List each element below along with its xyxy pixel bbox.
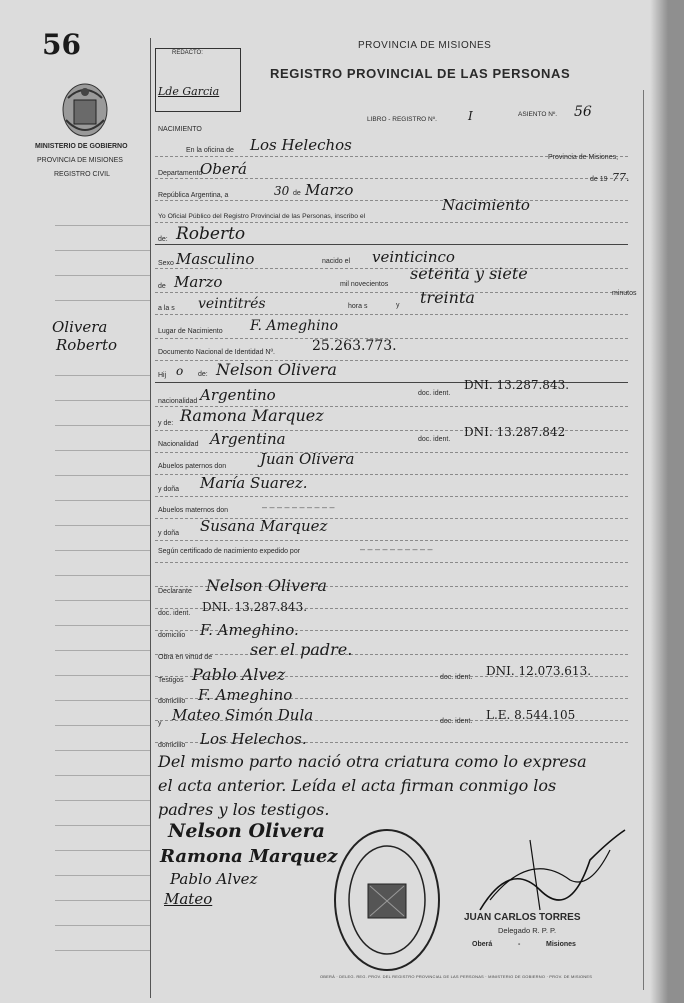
decl-doc-value: DNI. 13.287.843. [202, 600, 308, 614]
official-signature-icon [470, 820, 630, 920]
official-title: Delegado R. P. P. [498, 926, 557, 935]
alas-label: a la s [158, 305, 175, 312]
doc-madre-label: doc. ident. [418, 436, 451, 443]
lugar-value: F. Ameghino [250, 318, 339, 334]
nacido-value: veinticinco [372, 248, 455, 266]
province-label: PROVINCIA DE MISIONES [37, 157, 123, 164]
official-dash: - [518, 941, 521, 948]
dia-value: 30 [274, 184, 290, 198]
nacionalidad-padre: Argentino [200, 386, 276, 404]
nacionalidad-madre: Argentina [210, 430, 286, 448]
margin-firstname: Roberto [56, 336, 118, 354]
doc-madre: DNI. 13.287.842 [464, 425, 566, 439]
decl-doc-label: doc. ident. [158, 610, 191, 617]
page-title: REGISTRO PROVINCIAL DE LAS PERSONAS [270, 66, 571, 81]
doc-padre-label: doc. ident. [418, 390, 451, 397]
official-province: Misiones [546, 941, 576, 948]
nacido-label: nacido el [322, 258, 351, 265]
declarante-value: Nelson Olivera [206, 576, 327, 595]
right-border [643, 90, 644, 990]
column-divider [150, 38, 151, 998]
redacto-box [155, 48, 241, 112]
departamento-value: Oberá [200, 160, 247, 178]
madre-value: Ramona Marquez [180, 406, 324, 425]
seal-ring-text: OBERÁ · DELEG. REG. PROV. DEL REGISTRO PROVINCIAL DE LAS PERSONAS · MINISTERIO DE GOBIERNO · PROV. DE MISIONES [320, 974, 593, 979]
libro-value: I [468, 109, 473, 123]
signature-witness1: Pablo Alvez [170, 870, 258, 888]
doc-padre: DNI. 13.287.843. [464, 378, 570, 392]
hora-letras: veintitrés [198, 296, 266, 312]
header-province: PROVINCIA DE MISIONES [358, 40, 492, 51]
segun-value: – – – – – – – – – – [360, 544, 433, 554]
office-label: REGISTRO CIVIL [54, 171, 111, 178]
nombre-value: Roberto [176, 224, 246, 244]
hora-label: hora s [348, 303, 368, 310]
documento-label: Documento Nacional de Identidad Nº. [158, 349, 275, 356]
obra-label: Obra en virtud de [158, 654, 213, 661]
lugar-label: Lugar de Nacimiento [158, 328, 223, 335]
signature-witness2: Mateo [164, 890, 213, 908]
nacionalidad-label: nacionalidad [158, 398, 198, 405]
redacto-value: Lde Garcia [158, 85, 220, 98]
novecientos-label: mil novecientos [340, 281, 389, 288]
testigo2-doc-label: doc. ident. [440, 718, 473, 725]
departamento-label: Departamento [158, 170, 203, 177]
signature-mother: Ramona Marquez [160, 846, 338, 867]
testigo1-dom-label: domicilio [158, 698, 186, 705]
documento-value: 25.263.773. [312, 338, 397, 354]
note-line-2: el acta anterior. Leída el acta firman conmigo los [158, 776, 557, 795]
abuela-paterna: María Suarez. [200, 474, 308, 492]
anio-letras: setenta y siete [410, 264, 528, 283]
minutos-letras: treinta [420, 288, 475, 307]
testigo1-dom: F. Ameghino [198, 686, 293, 704]
testigos-label: Testigos [158, 677, 184, 684]
margin-surname: Olivera [52, 318, 108, 336]
padre-value: Nelson Olivera [216, 360, 337, 379]
anio-label: de 19 [590, 176, 608, 183]
oficina-value: Los Helechos [250, 136, 352, 154]
testigo2-doc: L.E. 8.544.105 [486, 708, 576, 722]
segun-label: Según certificado de nacimiento expedido por [158, 548, 301, 555]
obra-value: ser el padre. [250, 640, 353, 659]
mes2-value: Marzo [174, 273, 223, 291]
y-label: y [396, 302, 400, 309]
nacimiento-label: NACIMIENTO [158, 126, 202, 133]
nacionalidad2-label: Nacionalidad [158, 441, 199, 448]
republica-label: República Argentina, a [158, 192, 229, 199]
testigo2-dom-label: domicilio [158, 742, 186, 749]
de2-label: de [158, 283, 166, 290]
abuelos-paternos-label: Abuelos paternos don [158, 463, 227, 470]
anio-value: 77. [612, 171, 630, 184]
provincia-label: Provincia de Misiones, [548, 154, 619, 161]
inscribo-value: Nacimiento [442, 196, 530, 214]
testigo1-doc: DNI. 12.073.613. [486, 664, 592, 678]
hijo-value: o [176, 364, 184, 378]
note-line-3: padres y los testigos. [158, 800, 330, 819]
testigo2-dom: Los Helechos. [200, 730, 307, 748]
ministry-label: MINISTERIO DE GOBIERNO [35, 143, 128, 150]
sexo-label: Sexo [158, 260, 174, 267]
official-name: JUAN CARLOS TORRES [464, 912, 581, 923]
de-label: de [293, 190, 301, 197]
oficina-label: En la oficina de [186, 147, 234, 154]
official-city: Oberá [472, 941, 493, 948]
note-line-1: Del mismo parto nació otra criatura como lo expresa [158, 752, 587, 771]
abuelo-materno: – – – – – – – – – – [262, 502, 335, 512]
ydona-mat-label: y doña [158, 530, 180, 537]
testigo1-doc-label: doc. ident. [440, 674, 473, 681]
abuelo-paterno: Juan Olivera [260, 450, 355, 468]
asiento-value: 56 [574, 104, 592, 120]
coat-of-arms-icon [58, 80, 112, 138]
hijo-label: Hij [158, 372, 167, 379]
yde-label: y de: [158, 420, 174, 427]
minutos-label: minutos [612, 290, 637, 297]
testigo2-name: Mateo Simón Dula [172, 706, 314, 724]
sexo-value: Masculino [176, 250, 255, 268]
testigo1-name: Pablo Alvez [192, 665, 286, 684]
domicilio-value: F. Ameghino. [200, 621, 299, 639]
signature-father: Nelson Olivera [168, 820, 325, 842]
abuelos-maternos-label: Abuelos maternos don [158, 507, 229, 514]
ydona-pat-label: y doña [158, 486, 180, 493]
official-seal-icon [332, 826, 442, 974]
page-number: 56 [42, 28, 81, 61]
yo-oficial-label: Yo Oficial Público del Registro Provincial de las Personas, inscribo el [158, 213, 366, 220]
mes-value: Marzo [305, 181, 354, 199]
y-testigo2-label: y [158, 720, 162, 727]
domicilio-label: domicilio [158, 632, 186, 639]
libro-label: LIBRO - REGISTRO Nº. [367, 116, 437, 123]
de-name-label: de: [158, 236, 168, 243]
declarante-label: Declarante [158, 588, 192, 595]
asiento-label: ASIENTO Nº. [518, 111, 558, 118]
hijo-de-label: de: [198, 371, 208, 378]
abuela-materna: Susana Marquez [200, 517, 328, 535]
redacto-label: REDACTO: [172, 50, 203, 56]
